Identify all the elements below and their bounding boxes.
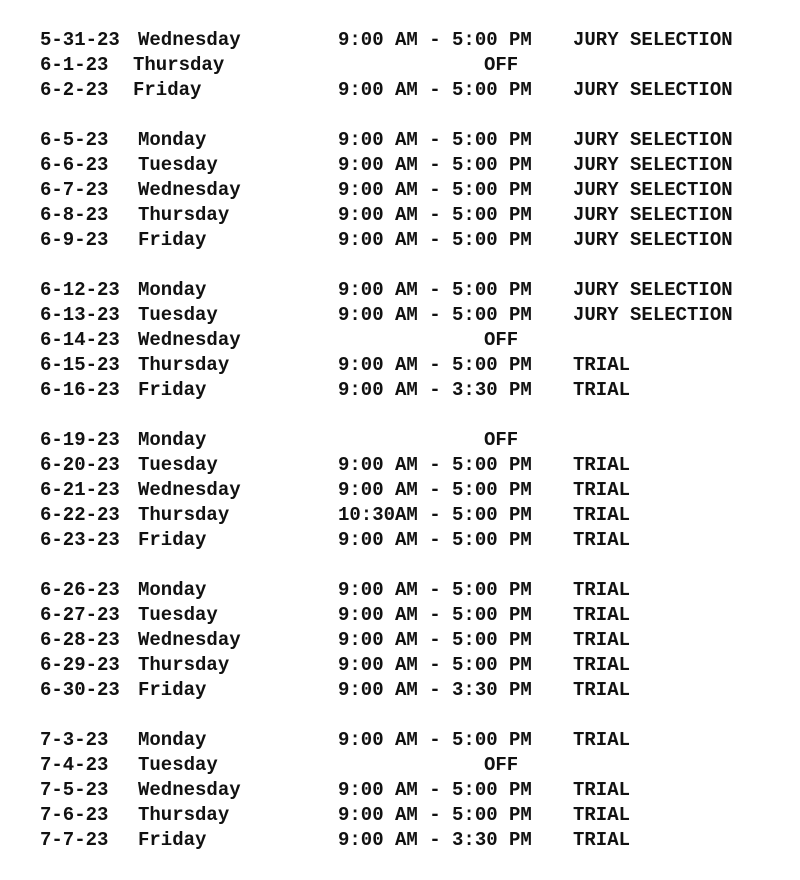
schedule-row [40, 653, 780, 678]
schedule-activity: JURY SELECTION [573, 229, 733, 251]
schedule-row [40, 803, 780, 828]
schedule-day: Friday [138, 679, 207, 701]
schedule-time: 9:00 AM - 5:00 PM [338, 654, 532, 676]
trial-schedule [40, 28, 780, 878]
schedule-activity: JURY SELECTION [573, 304, 733, 326]
schedule-date: 6-5-23 [40, 129, 109, 151]
schedule-date: 6-22-23 [40, 504, 120, 526]
schedule-time: 9:00 AM - 5:00 PM [338, 804, 532, 826]
schedule-row [40, 53, 780, 78]
schedule-row [40, 678, 780, 703]
schedule-day: Wednesday [138, 479, 241, 501]
schedule-date: 6-7-23 [40, 179, 109, 201]
schedule-date: 6-20-23 [40, 454, 120, 476]
schedule-activity: TRIAL [573, 479, 631, 501]
schedule-activity: JURY SELECTION [573, 129, 733, 151]
schedule-time: 9:00 AM - 5:00 PM [338, 454, 532, 476]
schedule-row [40, 78, 780, 103]
schedule-day: Tuesday [138, 604, 218, 626]
schedule-day: Thursday [138, 804, 230, 826]
schedule-week [40, 728, 780, 853]
schedule-day: Friday [133, 79, 202, 101]
schedule-time: 9:00 AM - 5:00 PM [338, 154, 532, 176]
schedule-date: 7-5-23 [40, 779, 109, 801]
schedule-date: 6-19-23 [40, 429, 120, 451]
schedule-row [40, 728, 780, 753]
schedule-time: 9:00 AM - 5:00 PM [338, 279, 532, 301]
schedule-day: Wednesday [138, 629, 241, 651]
schedule-time: 9:00 AM - 3:30 PM [338, 829, 532, 851]
schedule-time: 9:00 AM - 5:00 PM [338, 479, 532, 501]
schedule-date: 7-6-23 [40, 804, 109, 826]
schedule-date: 7-3-23 [40, 729, 109, 751]
schedule-day: Thursday [133, 54, 225, 76]
schedule-row [40, 228, 780, 253]
schedule-date: 6-13-23 [40, 304, 120, 326]
schedule-row [40, 353, 780, 378]
schedule-activity: TRIAL [573, 579, 631, 601]
schedule-date: 6-14-23 [40, 329, 120, 351]
schedule-date: 6-16-23 [40, 379, 120, 401]
schedule-activity: TRIAL [573, 379, 631, 401]
schedule-row [40, 428, 780, 453]
schedule-day: Monday [138, 429, 207, 451]
schedule-time: 9:00 AM - 5:00 PM [338, 129, 532, 151]
schedule-row [40, 528, 780, 553]
schedule-date: 6-6-23 [40, 154, 109, 176]
schedule-row [40, 603, 780, 628]
schedule-time: 9:00 AM - 5:00 PM [338, 204, 532, 226]
schedule-row [40, 203, 780, 228]
schedule-row [40, 453, 780, 478]
schedule-time: 9:00 AM - 3:30 PM [338, 379, 532, 401]
schedule-week [40, 578, 780, 703]
schedule-row [40, 478, 780, 503]
schedule-activity: JURY SELECTION [573, 29, 733, 51]
schedule-time: 9:00 AM - 5:00 PM [338, 354, 532, 376]
schedule-date: 6-8-23 [40, 204, 109, 226]
schedule-off: OFF [484, 54, 519, 76]
schedule-activity: JURY SELECTION [573, 154, 733, 176]
schedule-time: 9:00 AM - 5:00 PM [338, 79, 532, 101]
schedule-day: Monday [138, 279, 207, 301]
schedule-date: 7-7-23 [40, 829, 109, 851]
schedule-date: 6-29-23 [40, 654, 120, 676]
schedule-activity: JURY SELECTION [573, 179, 733, 201]
schedule-activity: JURY SELECTION [573, 204, 733, 226]
schedule-time: 9:00 AM - 5:00 PM [338, 604, 532, 626]
schedule-day: Tuesday [138, 304, 218, 326]
schedule-activity: TRIAL [573, 654, 631, 676]
schedule-activity: TRIAL [573, 354, 631, 376]
schedule-date: 6-27-23 [40, 604, 120, 626]
schedule-day: Wednesday [138, 329, 241, 351]
schedule-row [40, 578, 780, 603]
schedule-date: 6-21-23 [40, 479, 120, 501]
schedule-activity: TRIAL [573, 529, 631, 551]
schedule-date: 6-15-23 [40, 354, 120, 376]
schedule-date: 6-28-23 [40, 629, 120, 651]
schedule-activity: TRIAL [573, 604, 631, 626]
schedule-week [40, 128, 780, 253]
schedule-activity: JURY SELECTION [573, 79, 733, 101]
schedule-time: 9:00 AM - 5:00 PM [338, 179, 532, 201]
schedule-row [40, 303, 780, 328]
schedule-week [40, 278, 780, 403]
schedule-day: Monday [138, 729, 207, 751]
schedule-row [40, 278, 780, 303]
schedule-row [40, 828, 780, 853]
schedule-date: 5-31-23 [40, 29, 120, 51]
schedule-date: 6-23-23 [40, 529, 120, 551]
schedule-row [40, 628, 780, 653]
schedule-activity: TRIAL [573, 729, 631, 751]
schedule-date: 6-1-23 [40, 54, 109, 76]
schedule-day: Monday [138, 129, 207, 151]
schedule-date: 6-9-23 [40, 229, 109, 251]
schedule-time: 9:00 AM - 5:00 PM [338, 629, 532, 651]
schedule-time: 9:00 AM - 5:00 PM [338, 529, 532, 551]
schedule-week [40, 28, 780, 103]
schedule-day: Friday [138, 829, 207, 851]
schedule-date: 6-30-23 [40, 679, 120, 701]
schedule-date: 6-26-23 [40, 579, 120, 601]
schedule-day: Monday [138, 579, 207, 601]
schedule-day: Thursday [138, 504, 230, 526]
schedule-off: OFF [484, 429, 519, 451]
schedule-activity: TRIAL [573, 804, 631, 826]
schedule-activity: TRIAL [573, 629, 631, 651]
schedule-day: Wednesday [138, 179, 241, 201]
schedule-row [40, 328, 780, 353]
schedule-off: OFF [484, 754, 519, 776]
schedule-activity: TRIAL [573, 454, 631, 476]
schedule-activity: TRIAL [573, 779, 631, 801]
schedule-activity: TRIAL [573, 829, 631, 851]
schedule-time: 9:00 AM - 5:00 PM [338, 229, 532, 251]
schedule-time: 9:00 AM - 5:00 PM [338, 779, 532, 801]
schedule-day: Friday [138, 229, 207, 251]
schedule-row [40, 753, 780, 778]
schedule-day: Thursday [138, 654, 230, 676]
schedule-time: 10:30AM - 5:00 PM [338, 504, 532, 526]
schedule-day: Tuesday [138, 454, 218, 476]
schedule-day: Tuesday [138, 154, 218, 176]
schedule-day: Wednesday [138, 779, 241, 801]
schedule-day: Wednesday [138, 29, 241, 51]
schedule-day: Thursday [138, 354, 230, 376]
schedule-time: 9:00 AM - 5:00 PM [338, 304, 532, 326]
schedule-day: Friday [138, 379, 207, 401]
schedule-activity: JURY SELECTION [573, 279, 733, 301]
schedule-row [40, 153, 780, 178]
schedule-date: 6-12-23 [40, 279, 120, 301]
schedule-date: 7-4-23 [40, 754, 109, 776]
schedule-activity: TRIAL [573, 679, 631, 701]
schedule-time: 9:00 AM - 5:00 PM [338, 729, 532, 751]
schedule-row [40, 778, 780, 803]
schedule-off: OFF [484, 329, 519, 351]
schedule-day: Tuesday [138, 754, 218, 776]
schedule-day: Friday [138, 529, 207, 551]
schedule-date: 6-2-23 [40, 79, 109, 101]
schedule-row [40, 178, 780, 203]
schedule-time: 9:00 AM - 5:00 PM [338, 579, 532, 601]
schedule-activity: TRIAL [573, 504, 631, 526]
schedule-week [40, 428, 780, 553]
schedule-row [40, 503, 780, 528]
schedule-time: 9:00 AM - 5:00 PM [338, 29, 532, 51]
schedule-row [40, 28, 780, 53]
schedule-time: 9:00 AM - 3:30 PM [338, 679, 532, 701]
schedule-day: Thursday [138, 204, 230, 226]
schedule-row [40, 378, 780, 403]
schedule-row [40, 128, 780, 153]
